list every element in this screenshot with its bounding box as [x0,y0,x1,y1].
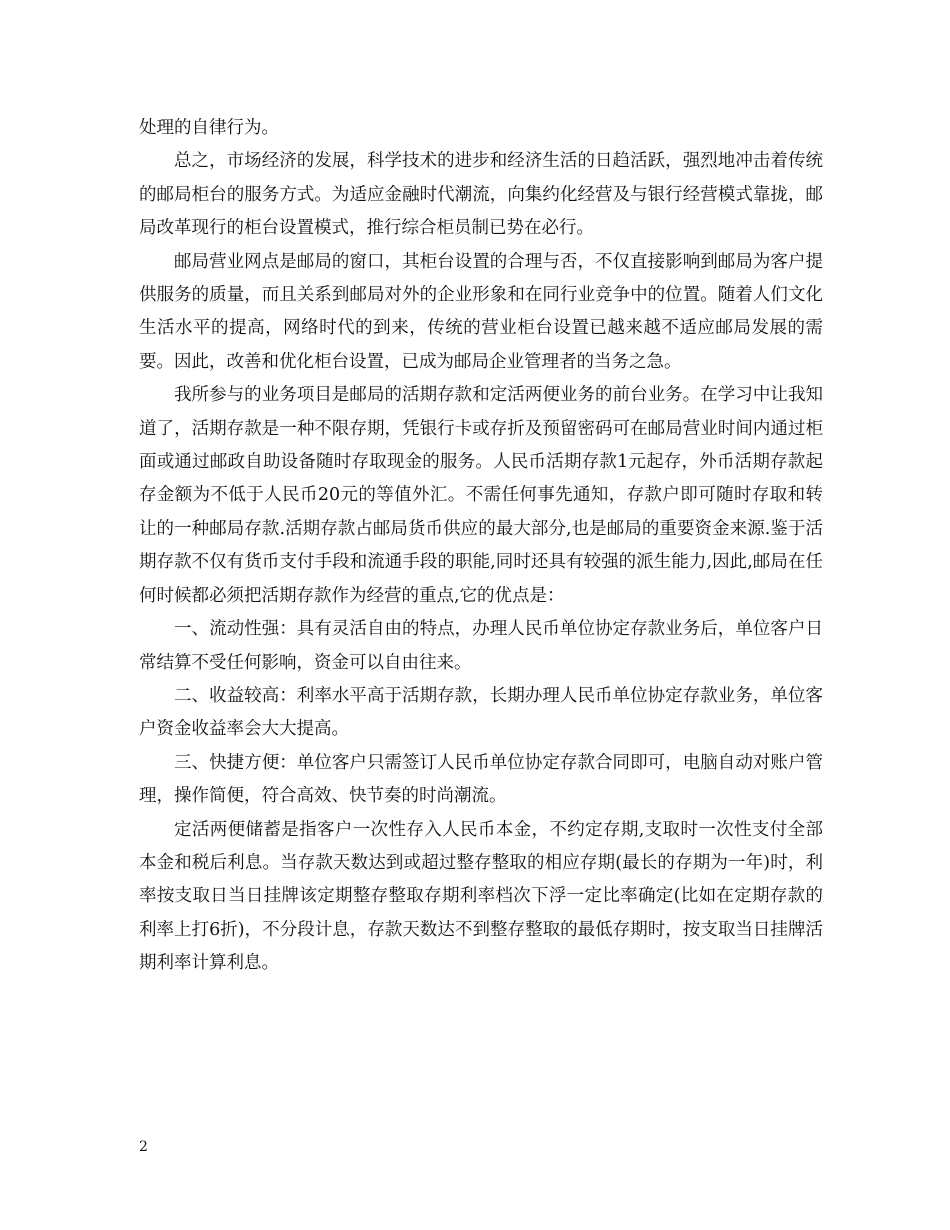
paragraph-4: 我所参与的业务项目是邮局的活期存款和定活两便业务的前台业务。在学习中让我知道了，活期存款是一种不限存期，凭银行卡或存折及预留密码可在邮局营业时间内通过柜面或通过邮政自助设备随时存取现金的服务。人民币活期存款1元起存，外币活期存款起存金额为不低于人民币20元的等值外汇。不需任何事先通知，存款户即可随时存取和转让的一种邮局存款.活期存款占邮局货币供应的最大部分,也是邮局的重要资金来源.鉴于活期存款不仅有货币支付手段和流通手段的职能,同时还具有较强的派生能力,因此,邮局在任何时候都必须把活期存款作为经营的重点,它的优点是： [139,385,823,606]
paragraph-8: 定活两便储蓄是指客户一次性存入人民币本金，不约定存期,支取时一次性支付全部本金和税后利息。当存款天数达到或超过整存整取的相应存期(最长的存期为一年)时，利率按支取日当日挂牌该定期整存整取存期利率档次下浮一定比率确定(比如在定期存款的利率上打6折)，不分段计息，存款天数达不到整存整取的最低存期时，按支取当日挂牌活期利率计算利息。 [139,819,823,974]
paragraph-3: 邮局营业网点是邮局的窗口，其柜台设置的合理与否，不仅直接影响到邮局为客户提供服务的质量，而且关系到邮局对外的企业形象和在同行业竞争中的位置。随着人们文化生活水平的提高，网络时代的到来，传统的营业柜台设置已越来越不适应邮局发展的需要。因此，改善和优化柜台设置，已成为邮局企业管理者的当务之急。 [139,251,823,372]
paragraph-7: 三、快捷方便：单位客户只需签订人民币单位协定存款合同即可，电脑自动对账户管理，操作简便，符合高效、快节奏的时尚潮流。 [139,752,823,807]
paragraph-2: 总之，市场经济的发展，科学技术的进步和经济生活的日趋活跃，强烈地冲击着传统的邮局柜台的服务方式。为适应金融时代潮流，向集约化经营及与银行经营模式靠拢，邮局改革现行的柜台设置模式，推行综合柜员制已势在必行。 [139,151,823,239]
paragraph-5: 一、流动性强：具有灵活自由的特点，办理人民币单位协定存款业务后，单位客户日常结算不受任何影响，资金可以自由往来。 [139,619,823,673]
paragraph-6: 二、收益较高：利率水平高于活期存款，长期办理人民币单位协定存款业务，单位客户资金收益率会大大提高。 [139,685,823,740]
page-number: 2 [139,1139,148,1155]
paragraph-1: 处理的自律行为。 [139,118,279,138]
document-body [139,112,823,981]
